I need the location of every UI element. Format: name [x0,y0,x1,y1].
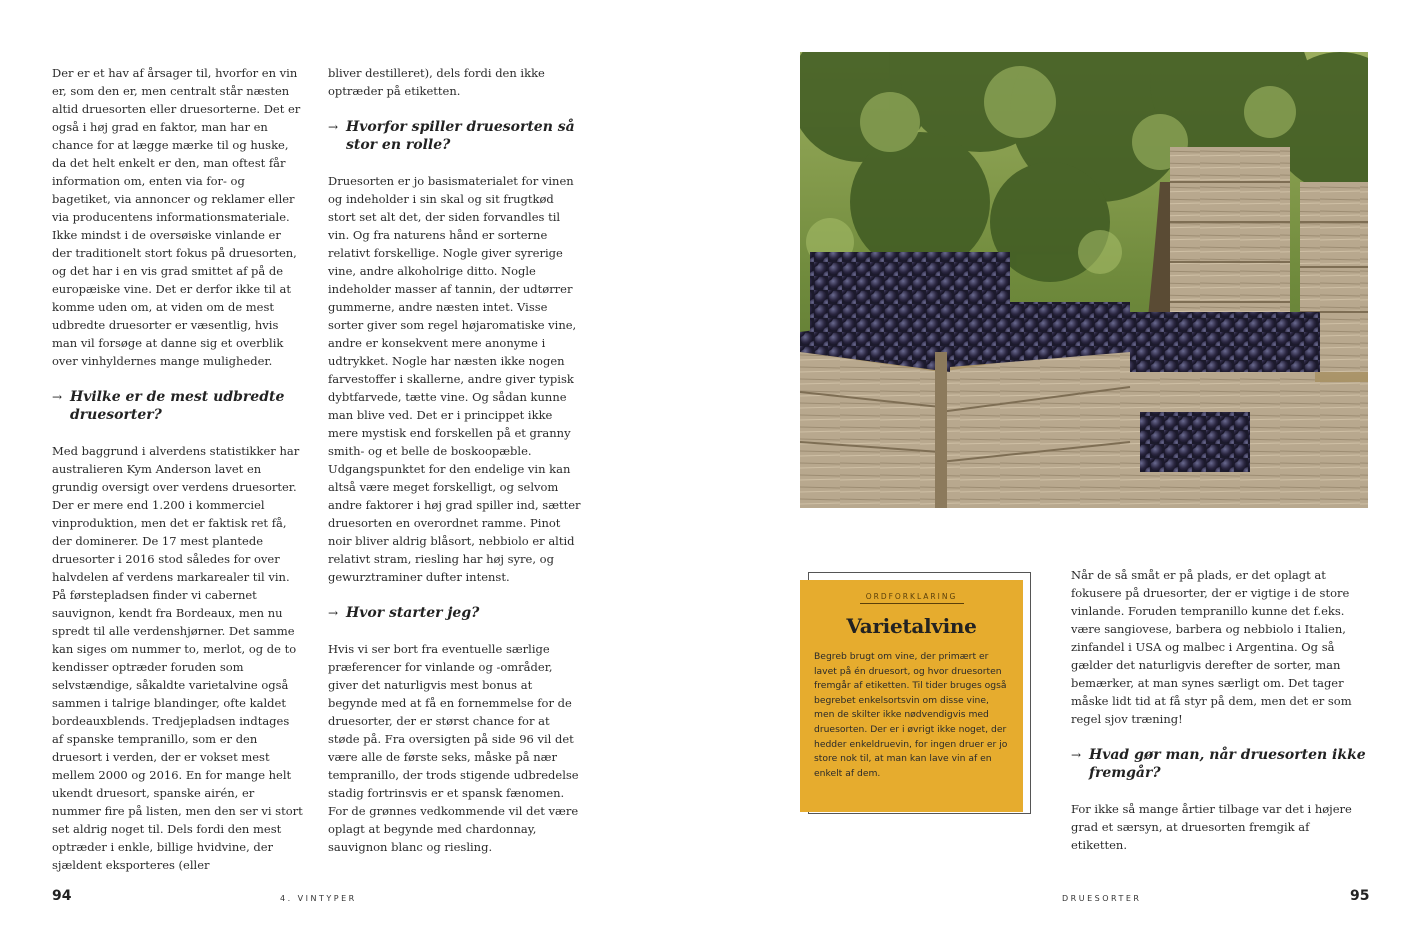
body-paragraph: Når de så småt er på plads, er det oplagt at fokusere på druesorter, der er vigtige i de store vinlande. Foruden tempranillo kunne det f.eks. være sangiovese, barbera og nebbiolo i Italien, zinfandel i USA og malbec i Argentina. Og så gælder det naturligvis derefter de sorter, man bemærker, at man synes særligt om. Det tager måske lidt tid at få styr på dem, men det er som regel sjov træning! [1071,568,1352,726]
page-number-right: 95 [1350,888,1370,904]
body-paragraph: For ikke så mange årtier tilbage var det i højere grad et særsyn, at druesorten fremgik af etiketten. [1071,802,1352,852]
sidebar-kicker: ORDFORKLARING [860,592,964,604]
body-paragraph: Der er et hav af årsager til, hvorfor en vin er, som den er, men centralt står næsten altid druesorten eller druesorterne. Det er også i høj grad en faktor, man har en chance for at lægge mærke til og huske, da det helt enkelt er den, man oftest får information om, enten via for- og bagetiket, via annoncer og reklamer eller via producentens informationsmateriale. Ikke mindst i de oversøiske vinlande er der traditionelt stort fokus på druesorten, og det har i en vis grad smittet af på de europæiske vine. Det er derfor ikke til at komme uden om, at viden om de mest udbredte druesorter er væsentlig, hvis man vil forsøge at danne sig et overblik over vinhyldernes mange muligheder. [52,66,301,368]
running-head-left: 4. VINTYPER [280,894,357,903]
section-heading: → Hvilke er de mest udbredte druesorter? [52,389,285,423]
body-paragraph: Druesorten er jo basismaterialet for vinen og indeholder i sin skal og sit frugtkød stort set alt det, der siden forvandles til vin. Og fra naturens hånd er sorterne relativt forskellige. Nogle giver syrerige vine, andre alkoholrige ditto. Nogle indeholder masser af tannin, der udtørrer gummerne, andre næsten intet. Visse sorter giver som regel højaromatiske vine, andre er konsekvent mere anonyme i udtrykket. Nogle har næsten ikke nogen farvestoffer i skallerne, andre giver typisk dybtfarvede, tætte vine. Og sådan kunne man blive ved. Det er i princippet ikke mere mystisk end forskellen på et granny smith- og et belle de boskoopæble. Udgangspunktet for den endelige vin kan altså være meget forskelligt, og selvom andre faktorer i høj grad spiller ind, sætter druesorten en overordnet ramme. Pinot noir bliver aldrig blåsort, nebbiolo er altid relativt stram, riesling har høj syre, og gewurztraminer dufter intenst. [328,174,581,584]
sidebar-title: Varietalvine [846,614,977,638]
left-column-2 [328,64,582,856]
body-paragraph: Hvis vi ser bort fra eventuelle særlige præferencer for vinlande og -områder, giver det naturligvis mest bonus at begynde med at få en fornemmelse for de druesorter, der er størst chance for at støde på. Fra oversigten på side 96 vil det være alle de første seks, måske på nær tempranillo, der trods stigende udbredelse stadig fortrinsvis er et spansk fænomen. For de grønnes vedkommende vil det være oplagt at begynde med chardonnay, sauvignon blanc og riesling. [328,642,579,854]
glossary-sidebar [800,580,1023,812]
body-paragraph: bliver destilleret), dels fordi den ikke optræder på etiketten. [328,66,545,98]
arrow-right-icon: → [328,606,339,620]
right-column [1071,566,1367,854]
arrow-right-icon: → [1071,748,1082,762]
vineyard-grape-crates-photo [800,52,1368,508]
left-column-1 [52,64,304,874]
arrow-right-icon: → [52,390,63,404]
page-number-left: 94 [52,888,72,904]
running-head-right: DRUESORTER [1062,894,1142,903]
arrow-right-icon: → [328,120,339,134]
section-heading: → Hvor starter jeg? [328,605,480,621]
section-heading: → Hvad gør man, når druesorten ikke fremgår? [1071,747,1366,781]
sidebar-body: Begreb brugt om vine, der primært er lavet på én druesort, og hvor druesorten fremgår af etiketten. Til tider bruges også begrebet enkelsortsvin om disse vine, men de skilter ikke nødvendigvis med druesorten. Der er i øvrigt ikke noget, der hedder enkeldruevin, for ingen druer er jo store nok til, at man kan lave vin af en enkelt af dem. [814,651,1008,779]
section-heading: → Hvorfor spiller druesorten så stor en rolle? [328,119,575,153]
body-paragraph: Med baggrund i alverdens statistikker har australieren Kym Anderson lavet en grundig oversigt over verdens druesorter. Der er mere end 1.200 i kommerciel vinproduktion, men det er faktisk ret få, der dominerer. De 17 mest plantede druesorter i 2016 stod således for over halvdelen af verdens markarealer til vin. På førstepladsen finder vi cabernet sauvignon, kendt fra Bordeaux, men nu spredt til alle verdenshjørner. Det samme kan siges om nummer to, merlot, og de to kendisser optræder foruden som selvstændige, såkaldte varietalvine også sammen i talrige blandinger, ofte kaldet bordeauxblends. Tredjepladsen indtages af spanske tempranillo, som er den druesort i verden, der er vokset mest mellem 2000 og 2016. En for mange helt ukendt druesort, spanske airén, er nummer fire på listen, men den ser vi stort set aldrig noget til. Dels fordi den mest optræder i enkle, billige hvidvine, der sjældent eksporteres (eller [52,444,303,872]
